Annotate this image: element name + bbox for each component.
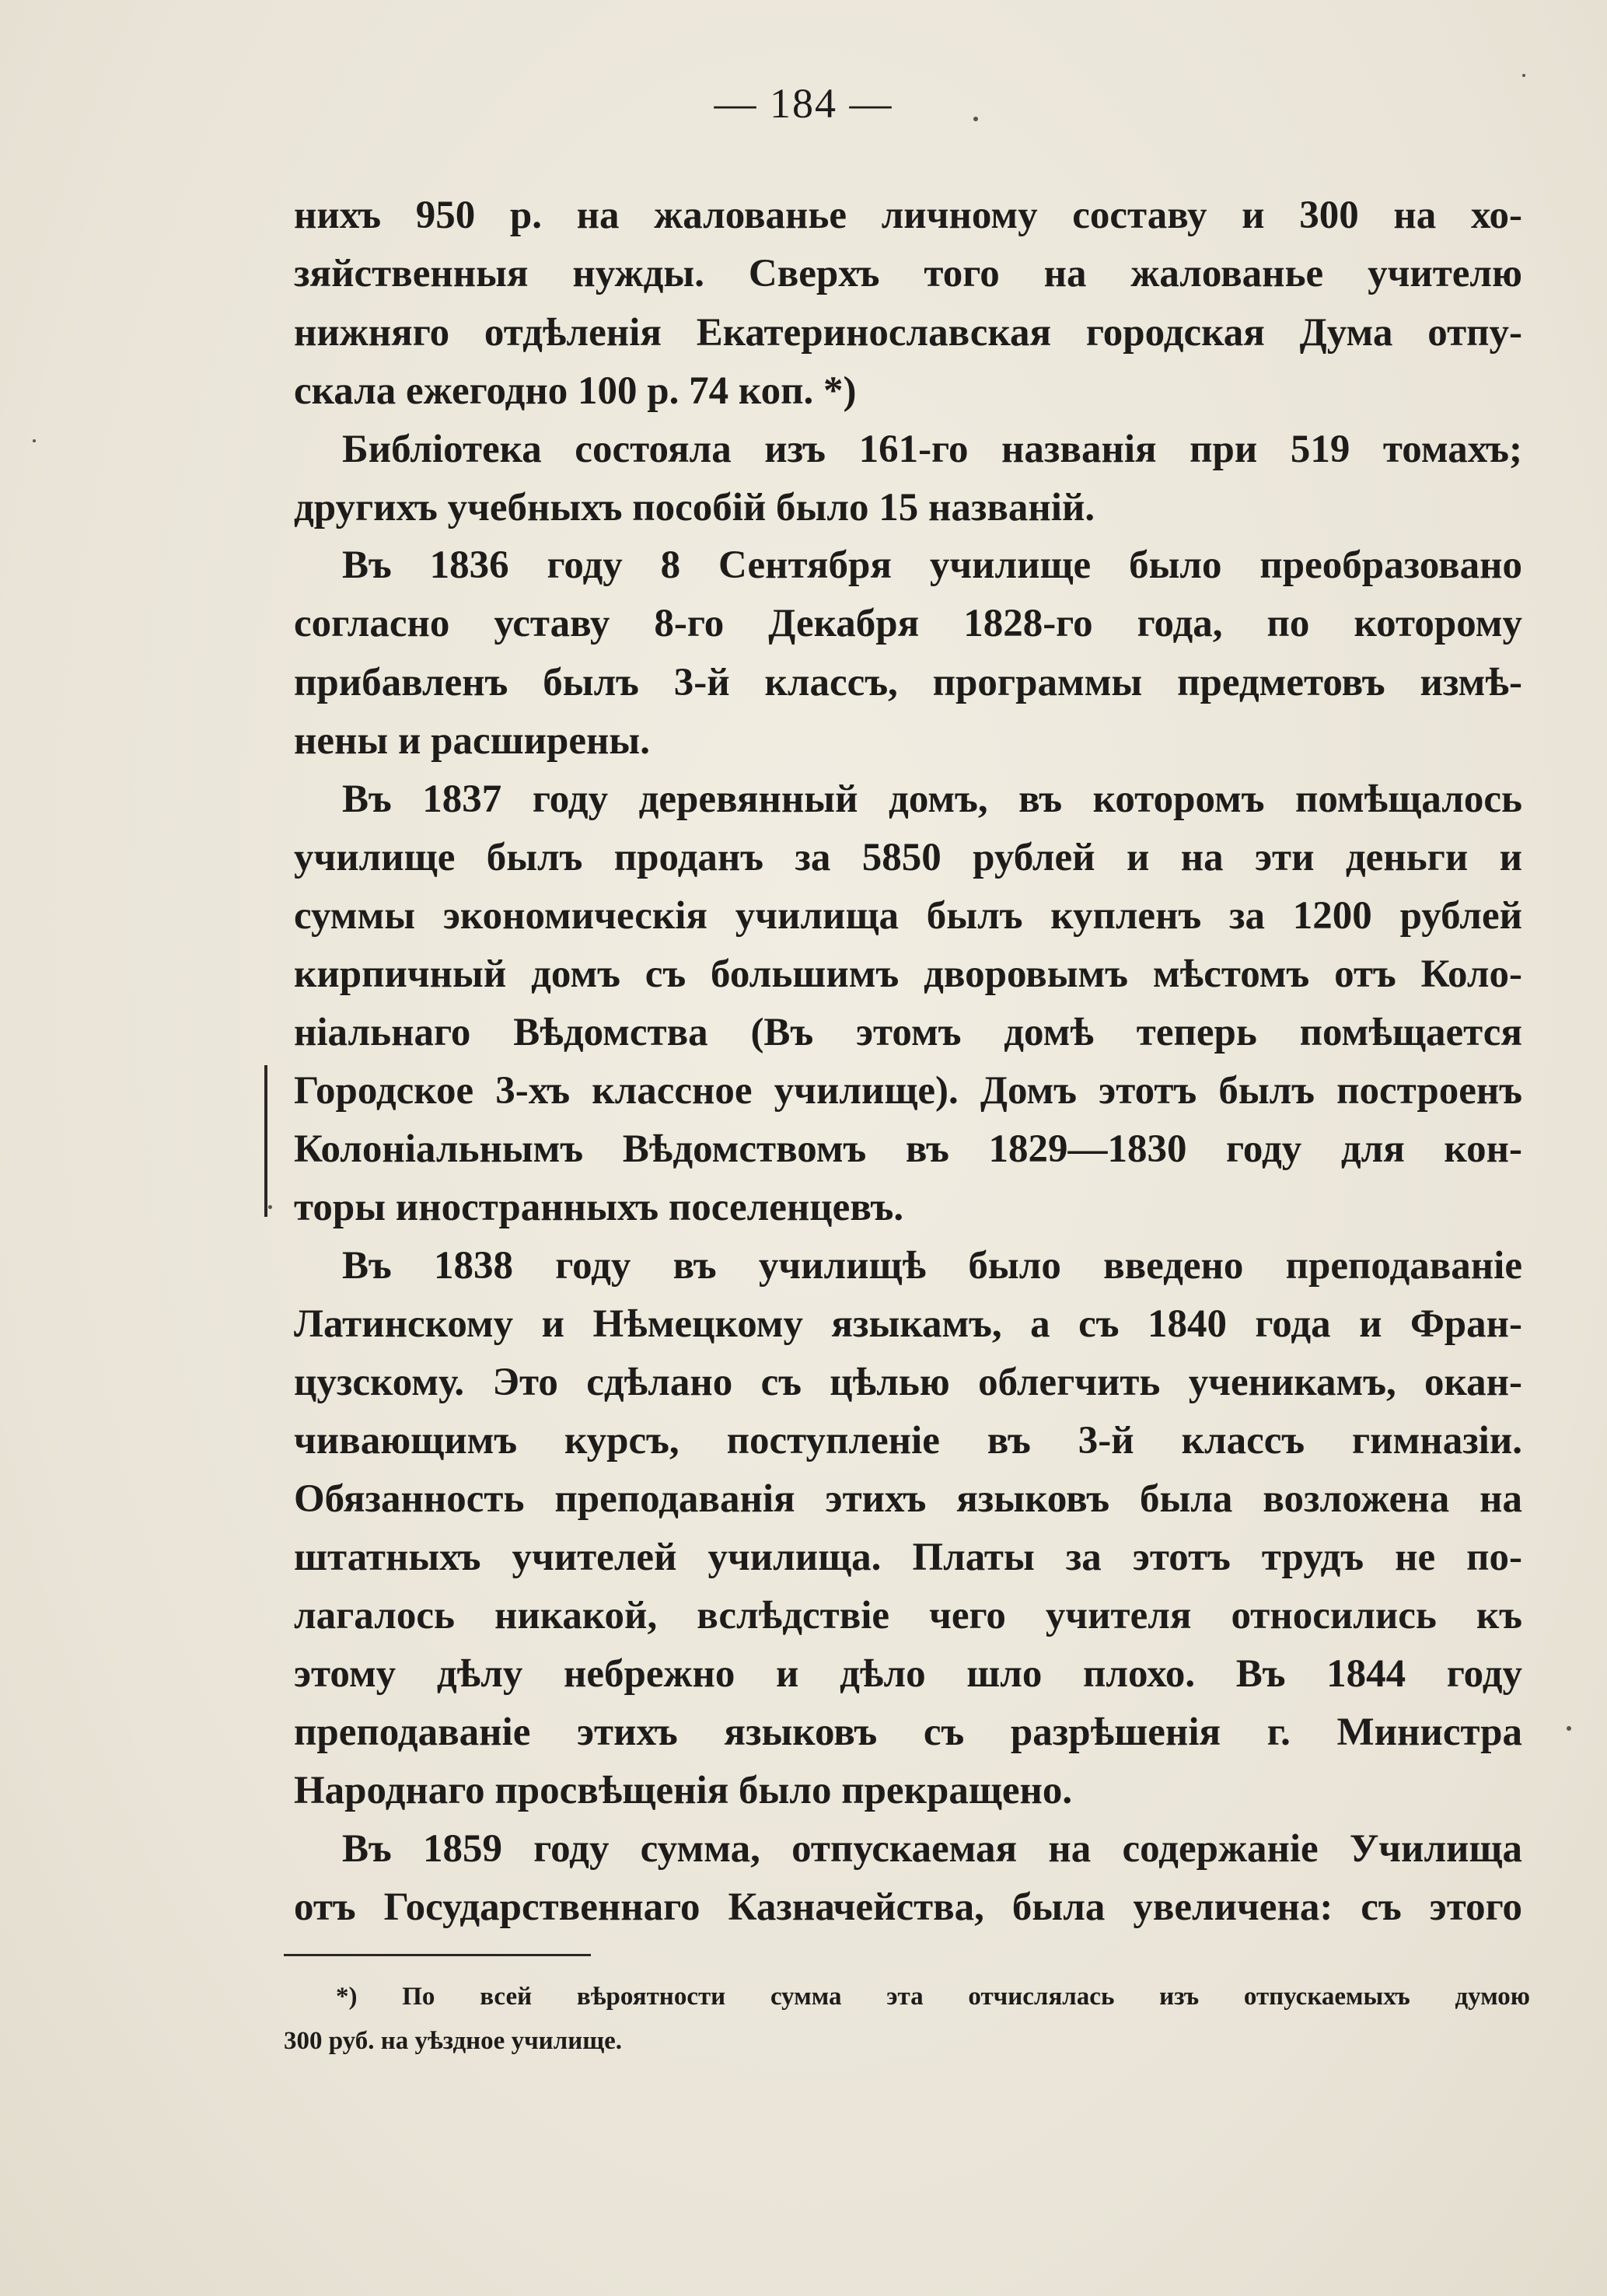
text-line: преподаваніе этихъ языковъ съ разрѣшенія г. Министра xyxy=(294,1711,1522,1754)
text-line: прибавленъ былъ 3-й классъ, программы предметовъ измѣ- xyxy=(294,661,1522,704)
text-line: Колоніальнымъ Вѣдомствомъ въ 1829—1830 году для кон- xyxy=(294,1127,1522,1171)
text-line: Библіотека состояла изъ 161-го названія при 519 томахъ; xyxy=(342,428,1522,471)
text-line: Городское 3-хъ классное училище). Домъ этотъ былъ построенъ xyxy=(294,1069,1522,1113)
text-line: скала ежегодно 100 р. 74 коп. *) xyxy=(294,369,857,413)
text-line: отъ Государственнаго Казначейства, была увеличена: съ этого xyxy=(294,1885,1522,1929)
text-line: нижняго отдѣленія Екатеринославская городская Дума отпу- xyxy=(294,311,1522,355)
scan-speck xyxy=(1522,74,1525,77)
text-line: училище былъ проданъ за 5850 рублей и на эти деньги и xyxy=(294,836,1522,879)
text-line: нены и расширены. xyxy=(294,719,651,763)
page-number: — 184 — xyxy=(714,80,893,127)
scan-speck xyxy=(973,117,978,121)
margin-mark xyxy=(264,1065,267,1217)
text-line: суммы экономическія училища былъ купленъ за 1200 рублей xyxy=(294,894,1522,938)
text-line: согласно уставу 8-го Декабря 1828-го года, по которому xyxy=(294,602,1522,645)
text-line: кирпичный домъ съ большимъ дворовымъ мѣстомъ отъ Коло- xyxy=(294,952,1522,996)
text-line: Латинскому и Нѣмецкому языкамъ, а съ 1840 года и Фран- xyxy=(294,1302,1522,1346)
text-line: Обязанность преподаванія этихъ языковъ была возложена на xyxy=(294,1477,1522,1521)
text-line: другихъ учебныхъ пособій было 15 названій. xyxy=(294,486,1095,529)
footnote-line: *) По всей вѣроятности сумма эта отчислялась изъ отпускаемыхъ думою xyxy=(336,1983,1530,2011)
text-line: лагалось никакой, вслѣдствіе чего учителя относились къ xyxy=(294,1594,1522,1637)
text-line: Народнаго просвѣщенія было прекращено. xyxy=(294,1769,1073,1812)
footnote-line: 300 руб. на уѣздное училище. xyxy=(284,2027,622,2055)
text-line: нихъ 950 р. на жалованье личному составу и 300 на хо- xyxy=(294,194,1522,237)
scan-speck xyxy=(1567,1726,1571,1731)
text-line: чивающимъ курсъ, поступленіе въ 3-й классъ гимназіи. xyxy=(294,1419,1522,1463)
scan-speck xyxy=(33,439,36,442)
text-line: Въ 1837 году деревянный домъ, въ которомъ помѣщалось xyxy=(342,778,1522,821)
text-line: этому дѣлу небрежно и дѣло шло плохо. Въ 1844 году xyxy=(294,1652,1522,1696)
scan-speck xyxy=(268,1205,272,1209)
text-line: торы иностранныхъ поселенцевъ. xyxy=(294,1186,904,1229)
text-line: зяйственныя нужды. Сверхъ того на жалованье учителю xyxy=(294,252,1522,295)
text-line: Въ 1859 году сумма, отпускаемая на содержаніе Училища xyxy=(342,1827,1522,1871)
text-line: Въ 1838 году въ училищѣ было введено преподаваніе xyxy=(342,1244,1522,1288)
footnote-rule xyxy=(284,1954,591,1956)
text-line: цузскому. Это сдѣлано съ цѣлью облегчить ученикамъ, окан- xyxy=(294,1361,1522,1404)
text-line: штатныхъ учителей училища. Платы за этотъ трудъ не по- xyxy=(294,1536,1522,1579)
text-line: Въ 1836 году 8 Сентября училище было преобразовано xyxy=(342,543,1522,587)
text-line: ніальнаго Вѣдомства (Въ этомъ домѣ теперь помѣщается xyxy=(294,1011,1522,1054)
